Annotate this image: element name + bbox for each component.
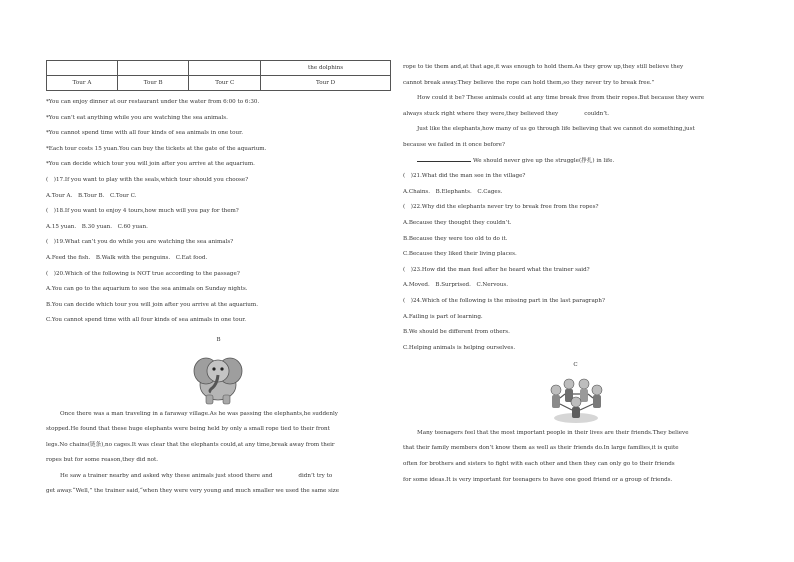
section-heading-c: C xyxy=(573,362,578,369)
note-line: *You can decide which tour you will join after you arrive at the aquarium. xyxy=(46,161,255,168)
option-line: C.Helping animals is helping ourselves. xyxy=(403,344,516,351)
tour-table-cell xyxy=(47,61,118,76)
tour-table-row-names xyxy=(47,76,391,91)
option-line: C.You cannot spend time with all four kinds of sea animals in one tour. xyxy=(46,317,247,324)
question-line: ( )22.Why did the elephants never try to break free from the ropes? xyxy=(403,204,599,211)
passage-b-text: We should never give up the struggle(挣扎) in life. xyxy=(473,157,615,164)
option-line: B.You can decide which tour you will join after you arrive at the aquarium. xyxy=(46,301,258,308)
option-line: A.Moved. B.Surprised. C.Nervous. xyxy=(403,282,509,289)
passage-b-line: ropes but for some reason,they did not. xyxy=(46,457,159,464)
passage-c-line: for some ideas.It is very important for teenagers to have one good friend or a group of friends. xyxy=(403,476,673,483)
passage-b-text: couldn’t. xyxy=(584,110,610,117)
question-line: ( )21.What did the man see in the village? xyxy=(403,173,526,180)
passage-b-line: cannot break away.They believe the rope can hold them,so they never try to break free.” xyxy=(403,79,655,86)
question-line: ( )18.If you want to enjoy 4 tours,how much will you pay for them? xyxy=(46,208,239,215)
note-line: *You cannot spend time with all four kinds of sea animals in one tour. xyxy=(46,130,243,137)
passage-b-line: legs.No chains(链条),no cages.It was clear that the elephants could,at any time,break away from their xyxy=(46,441,335,448)
tour-table-cell xyxy=(189,61,261,76)
option-line: B.Because they were too old to do it. xyxy=(403,235,508,242)
option-line: A.You can go to the aquarium to see the sea animals on Sunday nights. xyxy=(46,286,248,293)
left-column xyxy=(46,60,391,500)
option-line: A.Because they thought they couldn’t. xyxy=(403,219,512,226)
tour-table-cell-dolphins: the dolphins xyxy=(261,61,391,76)
passage-c-line: Many teenagers feel that the most important people in their lives are their friends.They believe xyxy=(417,429,689,436)
passage-b-line: because we failed in it once before? xyxy=(403,141,505,148)
tour-name: Tour A xyxy=(47,76,118,91)
tour-name: Tour C xyxy=(189,76,261,91)
note-line: *You can enjoy dinner at our restaurant under the water from 6:00 to 6:30. xyxy=(46,99,260,105)
question-line: ( )19.What can’t you do while you are watching the sea animals? xyxy=(46,239,234,246)
answer-blank xyxy=(417,156,471,162)
passage-b-text: didn’t try to xyxy=(298,472,333,479)
passage-c-line: that their family members don’t know them as well as their friends do.In large families,it is quite xyxy=(403,445,679,452)
passage-b-line xyxy=(403,154,748,170)
children-circle-illustration xyxy=(544,374,608,426)
question-line: ( )24.Which of the following is the missing part in the last paragraph? xyxy=(403,297,605,304)
tour-table-cell xyxy=(118,61,189,76)
tour-name: Tour D xyxy=(261,76,391,91)
option-line: A.15 yuan. B.30 yuan. C.60 yuan. xyxy=(46,223,148,230)
tour-table-row-top xyxy=(47,61,391,76)
option-line: C.Because they liked their living places. xyxy=(403,251,517,258)
passage-b-line xyxy=(46,469,391,485)
option-line: B.We should be different from others. xyxy=(403,329,510,336)
passage-b-line: get away.“Well,” the trainer said,“when they were very young and much smaller we used the same size xyxy=(46,488,340,495)
option-line: A.Feed the fish. B.Walk with the penguins. C.Eat food. xyxy=(46,254,208,261)
passage-b-line: Just like the elephants,how many of us go through life believing that we cannot do something,just xyxy=(417,126,695,133)
section-heading-b: B xyxy=(216,336,221,343)
tour-table xyxy=(46,60,391,91)
note-line: *You can’t eat anything while you are watching the sea animals. xyxy=(46,114,228,121)
passage-b-line: Once there was a man traveling in a faraway village.As he was passing the elephants,he suddenly xyxy=(60,410,338,417)
passage-b-line: rope to tie them and,at that age,it was enough to hold them.As they grow up,they still believe they xyxy=(403,64,684,70)
question-line: ( )17.If you want to play with the seals,which tour should you choose? xyxy=(46,176,249,183)
tour-name: Tour B xyxy=(118,76,189,91)
option-line: A.Tour A. B.Tour B. C.Tour C. xyxy=(46,192,137,199)
question-line: ( )23.How did the man feel after he heard what the trainer said? xyxy=(403,266,590,273)
option-line: A.Chains. B.Elephants. C.Cages. xyxy=(403,188,503,195)
passage-b-line: stopped.He found that these huge elephants were being held by only a small rope tied to their front xyxy=(46,426,330,433)
option-line: A.Failing is part of learning. xyxy=(403,313,483,320)
right-column xyxy=(403,60,748,488)
passage-b-line xyxy=(403,107,748,123)
passage-b-text: He saw a trainer nearby and asked why these animals just stood there and xyxy=(60,472,273,479)
passage-c-line: often for brothers and sisters to fight with each other and then they can only go to their friends xyxy=(403,461,675,468)
question-line: ( )20.Which of the following is NOT true according to the passage? xyxy=(46,270,240,277)
passage-b-text: always stuck right where they were,they believed they xyxy=(403,110,559,117)
elephant-illustration xyxy=(184,349,254,407)
passage-b-line: How could it be? These animals could at any time break free from their ropes.But because they were xyxy=(417,95,705,102)
note-line: *Each tour costs 15 yuan.You can buy the tickets at the gate of the aquarium. xyxy=(46,145,267,152)
